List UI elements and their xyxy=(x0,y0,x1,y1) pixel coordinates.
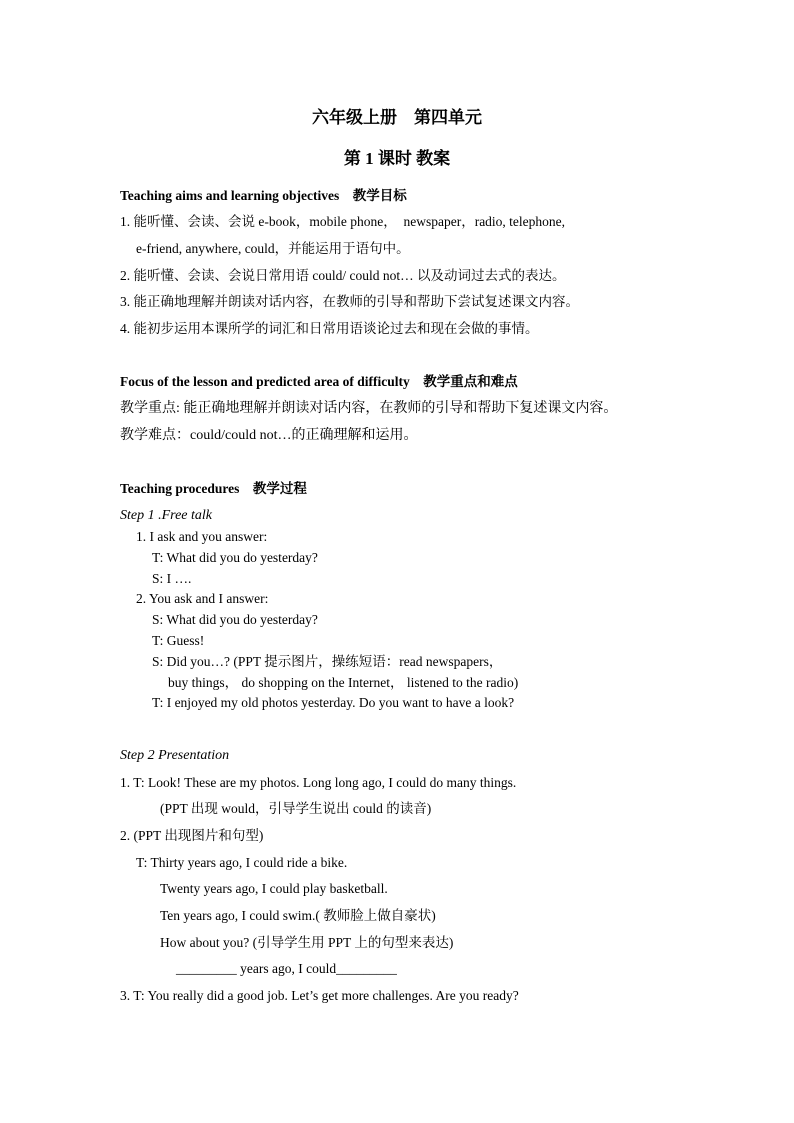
step2-line: How about you? (引导学生用 PPT 上的句型来表达) xyxy=(160,935,454,950)
step2-line: 1. T: Look! These are my photos. Long long ago, I could do many things. xyxy=(120,775,517,790)
step2-line: (PPT 出现 would，引导学生说出 could 的读音) xyxy=(160,801,432,816)
step2-line: _________ years ago, I could_________ xyxy=(176,961,397,976)
step2-line: 2. (PPT 出现图片和句型) xyxy=(120,828,264,843)
step2-line: T: Thirty years ago, I could ride a bike. xyxy=(136,855,348,870)
step1-line: buy things， do shopping on the Internet， listened to the radio) xyxy=(168,675,519,690)
aim-item: 1. 能听懂、会读、会说 e-book，mobile phone， newspaper，radio, telephone, xyxy=(120,214,566,229)
aims-heading: Teaching aims and learning objectives 教学目标 xyxy=(120,188,407,203)
lesson-title: 第 1 课时 教案 xyxy=(343,149,451,168)
procedures-heading: Teaching procedures 教学过程 xyxy=(120,481,307,496)
step1-title: Step 1 .Free talk xyxy=(120,508,213,523)
step1-line: T: I enjoyed my old photos yesterday. Do you want to have a look? xyxy=(152,695,515,710)
step2-line: Ten years ago, I could swim.( 教师脸上做自豪状) xyxy=(160,908,436,923)
focus-key-point: 教学重点: 能正确地理解并朗读对话内容，在教师的引导和帮助下复述课文内容。 xyxy=(120,401,618,416)
focus-heading: Focus of the lesson and predicted area of difficulty 教学重点和难点 xyxy=(120,374,518,389)
step1-line: 2. You ask and I answer: xyxy=(136,591,269,606)
step1-line: S: Did you…? (PPT 提示图片，操练短语：read newspapers， xyxy=(152,654,503,669)
step1-line: 1. I ask and you answer: xyxy=(136,529,268,544)
step2-line: Twenty years ago, I could play basketball. xyxy=(160,881,388,896)
step1-line: T: Guess! xyxy=(152,633,205,648)
aim-item: 3. 能正确地理解并朗读对话内容，在教师的引导和帮助下尝试复述课文内容。 xyxy=(120,294,579,309)
step2-line: 3. T: You really did a good job. Let’s get more challenges. Are you ready? xyxy=(120,988,519,1003)
step1-line: S: What did you do yesterday? xyxy=(152,612,318,627)
step1-line: S: I …. xyxy=(152,571,192,586)
step1-line: T: What did you do yesterday? xyxy=(152,550,318,565)
document-title: 六年级上册 第四单元 xyxy=(312,108,482,127)
step2-title: Step 2 Presentation xyxy=(120,748,230,763)
focus-difficulty: 教学难点：could/could not…的正确理解和运用。 xyxy=(120,428,418,443)
aim-item: 4. 能初步运用本课所学的词汇和日常用语谈论过去和现在会做的事情。 xyxy=(120,321,539,336)
aim-item: 2. 能听懂、会读、会说日常用语 could/ could not… 以及动词过去式的表达。 xyxy=(120,268,566,283)
aim-item: e-friend, anywhere, could，并能运用于语句中。 xyxy=(136,241,410,256)
